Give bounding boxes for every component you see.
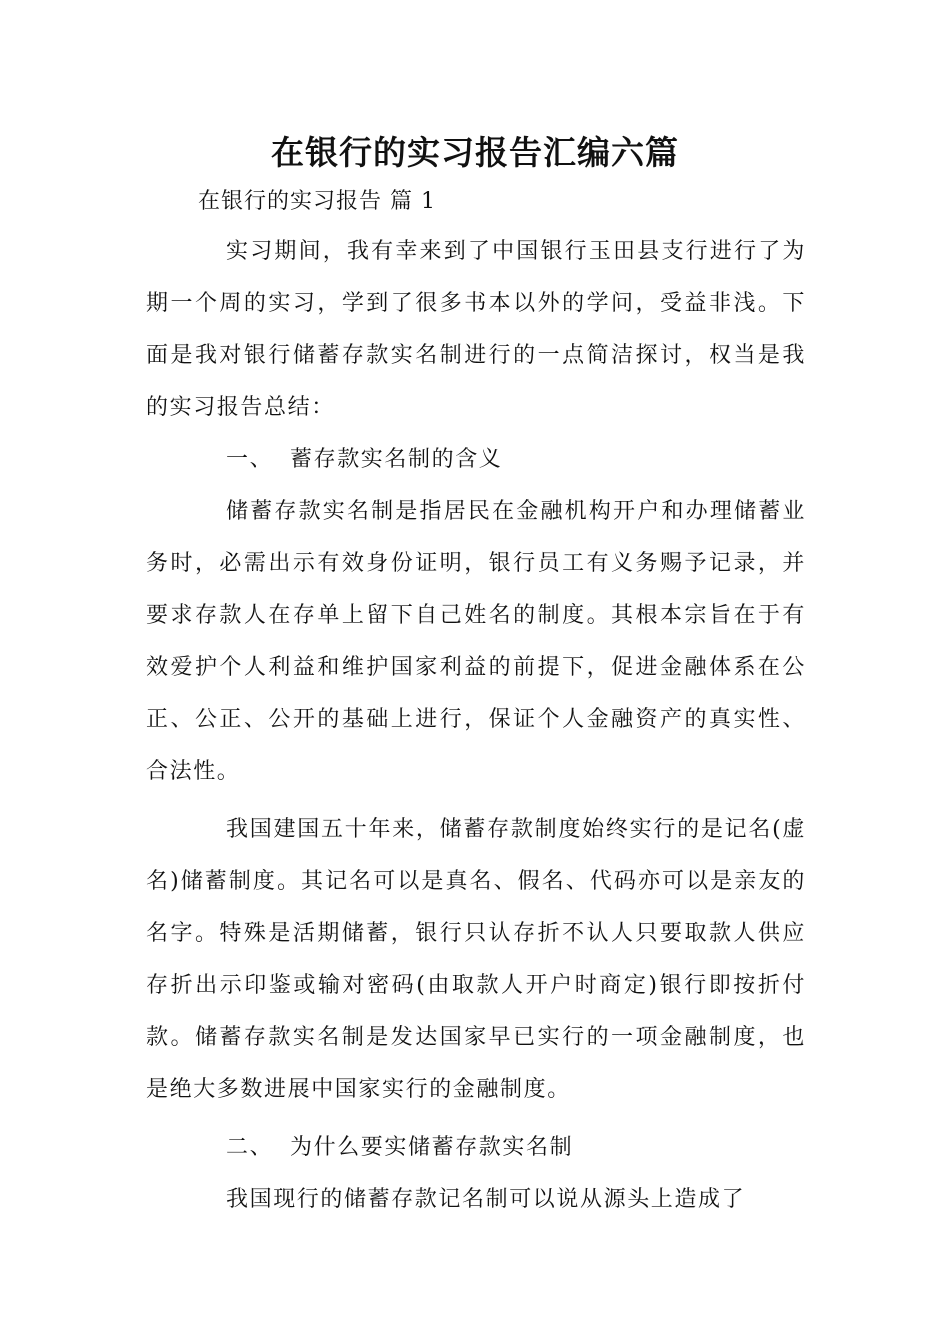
document-subtitle: 在银行的实习报告 篇 1 bbox=[198, 189, 436, 214]
section-heading-2-number: 二、 bbox=[226, 1135, 274, 1160]
section-heading-1-text: 蓄存款实名制的含义 bbox=[290, 447, 503, 472]
paragraph-reason: 我国现行的储蓄存款记名制可以说从源头上造成了 bbox=[226, 1187, 746, 1212]
paragraph-definition: 储蓄存款实名制是指居民在金融机构开户和办理储蓄业务时，必需出示有效身份证明，银行员工有义务赐予记录，并要求存款人在存单上留下自己姓名的制度。其根本宗旨在于有效爱护个人利益和维护国家利益的前提下，促进金融体系在公正、公正、公开的基础上进行，保证个人金融资产的真实性、合法性。 bbox=[146, 499, 806, 784]
section-heading-1 bbox=[146, 434, 806, 486]
section-heading-1-number: 一、 bbox=[226, 447, 274, 472]
section-heading-2 bbox=[146, 1122, 806, 1174]
section-heading-2-text: 为什么要实储蓄存款实名制 bbox=[290, 1135, 574, 1160]
paragraph-intro: 实习期间，我有幸来到了中国银行玉田县支行进行了为期一个周的实习，学到了很多书本以外的学问，受益非浅。下面是我对银行储蓄存款实名制进行的一点简洁探讨，权当是我的实习报告总结： bbox=[146, 239, 806, 420]
paragraph-history: 我国建国五十年来，储蓄存款制度始终实行的是记名(虚名)储蓄制度。其记名可以是真名、假名、代码亦可以是亲友的名字。特殊是活期储蓄，银行只认存折不认人只要取款人供应存折出示印鉴或输对密码(由取款人开户时商定)银行即按折付款。储蓄存款实名制是发达国家早已实行的一项金融制度，也是绝大多数进展中国家实行的金融制度。 bbox=[146, 817, 806, 1102]
document-body bbox=[146, 226, 806, 1226]
document-title: 在银行的实习报告汇编六篇 bbox=[271, 133, 679, 172]
